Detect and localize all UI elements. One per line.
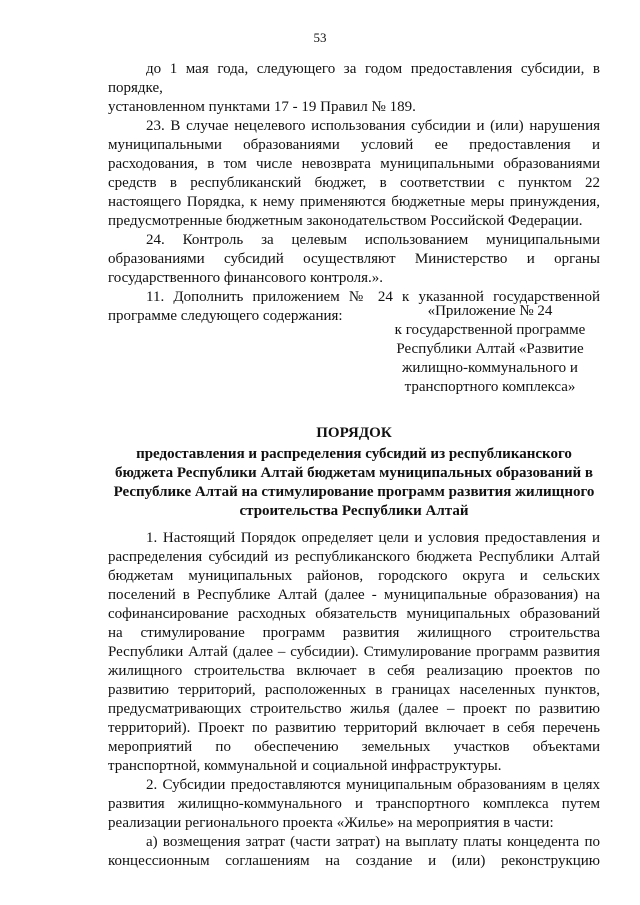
main-paragraph-line: территорий). Проект по развитию территорий включает в себя перечень <box>108 720 600 736</box>
main-paragraph-line: распределения субсидий из республиканского бюджета Республики Алтай <box>108 549 600 565</box>
appendix-line: жилищно-коммунального и <box>402 360 578 376</box>
main-paragraph-line: транспортной, коммунальной и социальной инфраструктуры. <box>108 758 502 774</box>
top-paragraph-line: настоящего Порядка, к нему применяются бюджетные меры принуждения, <box>108 194 600 210</box>
top-paragraph-line: образованиями субсидий осуществляют Министерство и органы <box>108 251 600 267</box>
main-paragraph-line: бюджетам муниципальных районов, городского округа и сельских <box>108 568 600 584</box>
main-paragraph-line: 1. Настоящий Порядок определяет цели и условия предоставления и <box>146 530 600 546</box>
top-text <box>108 60 600 326</box>
appendix-line: Республики Алтай «Развитие <box>396 341 584 357</box>
main-paragraph-line: развитию территорий, расположенных в границах населенных пунктов, <box>108 682 600 698</box>
document-title <box>108 424 600 521</box>
top-paragraph-line: предусмотренные бюджетным законодательством Российской Федерации. <box>108 213 583 229</box>
title-line: предоставления и распределения субсидий из республиканского <box>136 446 572 462</box>
top-paragraph-line: 23. В случае нецелевого использования субсидии и (или) нарушения <box>146 118 600 134</box>
main-paragraph-line: софинансирование расходных обязательств муниципальных образований <box>108 606 600 622</box>
main-paragraph-line: 2. Субсидии предоставляются муниципальным образованиям в целях <box>146 777 600 793</box>
main-paragraph-line: концессионным соглашениям на создание и (или) реконструкцию <box>108 853 600 869</box>
main-paragraph-line: мероприятий по обеспечению земельных участков объектами <box>108 739 600 755</box>
appendix-header <box>385 302 595 397</box>
title-subtitle <box>108 445 600 521</box>
top-paragraph-line: государственного финансового контроля.». <box>108 270 384 286</box>
main-paragraph-line: а) возмещения затрат (части затрат) на выплату платы концедента по <box>146 834 600 850</box>
appendix-line: к государственной программе <box>394 322 586 338</box>
top-paragraph-line: средств в республиканский бюджет, в соответствии с пунктом 22 <box>108 175 600 191</box>
main-paragraph-line: Республики Алтай (далее – субсидии). Стимулирование программ развития <box>108 644 600 660</box>
top-paragraph-line: муниципальными образованиями условий ее предоставления и <box>108 137 600 153</box>
main-paragraph-line: на стимулирование программ развития жилищного строительства <box>108 625 600 641</box>
appendix-line: транспортного комплекса» <box>404 379 576 395</box>
top-paragraph-line: 24. Контроль за целевым использованием муниципальными <box>146 232 600 248</box>
top-paragraph-line: до 1 мая года, следующего за годом предоставления субсидии, в порядке, <box>108 61 600 96</box>
title-heading: ПОРЯДОК <box>316 425 392 441</box>
main-paragraph-line: реализации регионального проекта «Жилье» на мероприятия в части: <box>108 815 554 831</box>
top-paragraph-line: расходования, в том числе невозврата муниципальными образованиями <box>108 156 600 172</box>
page-number: 53 <box>313 30 327 45</box>
title-line: бюджета Республики Алтай бюджетам муниципальных образований в <box>114 465 593 481</box>
main-paragraph-line: развития жилищно-коммунального и транспортного комплекса путем <box>108 796 600 812</box>
top-paragraph-line: программе следующего содержания: <box>108 308 343 324</box>
main-paragraph-line: поселений в Республике Алтай (далее - муниципальные образования) на <box>108 587 600 603</box>
appendix-line: «Приложение № 24 <box>427 303 553 319</box>
title-line: строительства Республики Алтай <box>239 503 469 519</box>
title-line: Республике Алтай на стимулирование программ развития жилищного <box>113 484 595 500</box>
main-text <box>108 529 600 871</box>
main-paragraph-line: жилищного строительства включает в себя реализацию проектов по <box>108 663 600 679</box>
top-paragraph-line: установленном пунктами 17 - 19 Правил № 189. <box>108 99 416 115</box>
top-paragraph-line: 11. Дополнить приложением № 24 к указанной государственной <box>146 289 600 305</box>
main-paragraph-line: предусматривающих строительство жилья (далее – проект по развитию <box>108 701 600 717</box>
